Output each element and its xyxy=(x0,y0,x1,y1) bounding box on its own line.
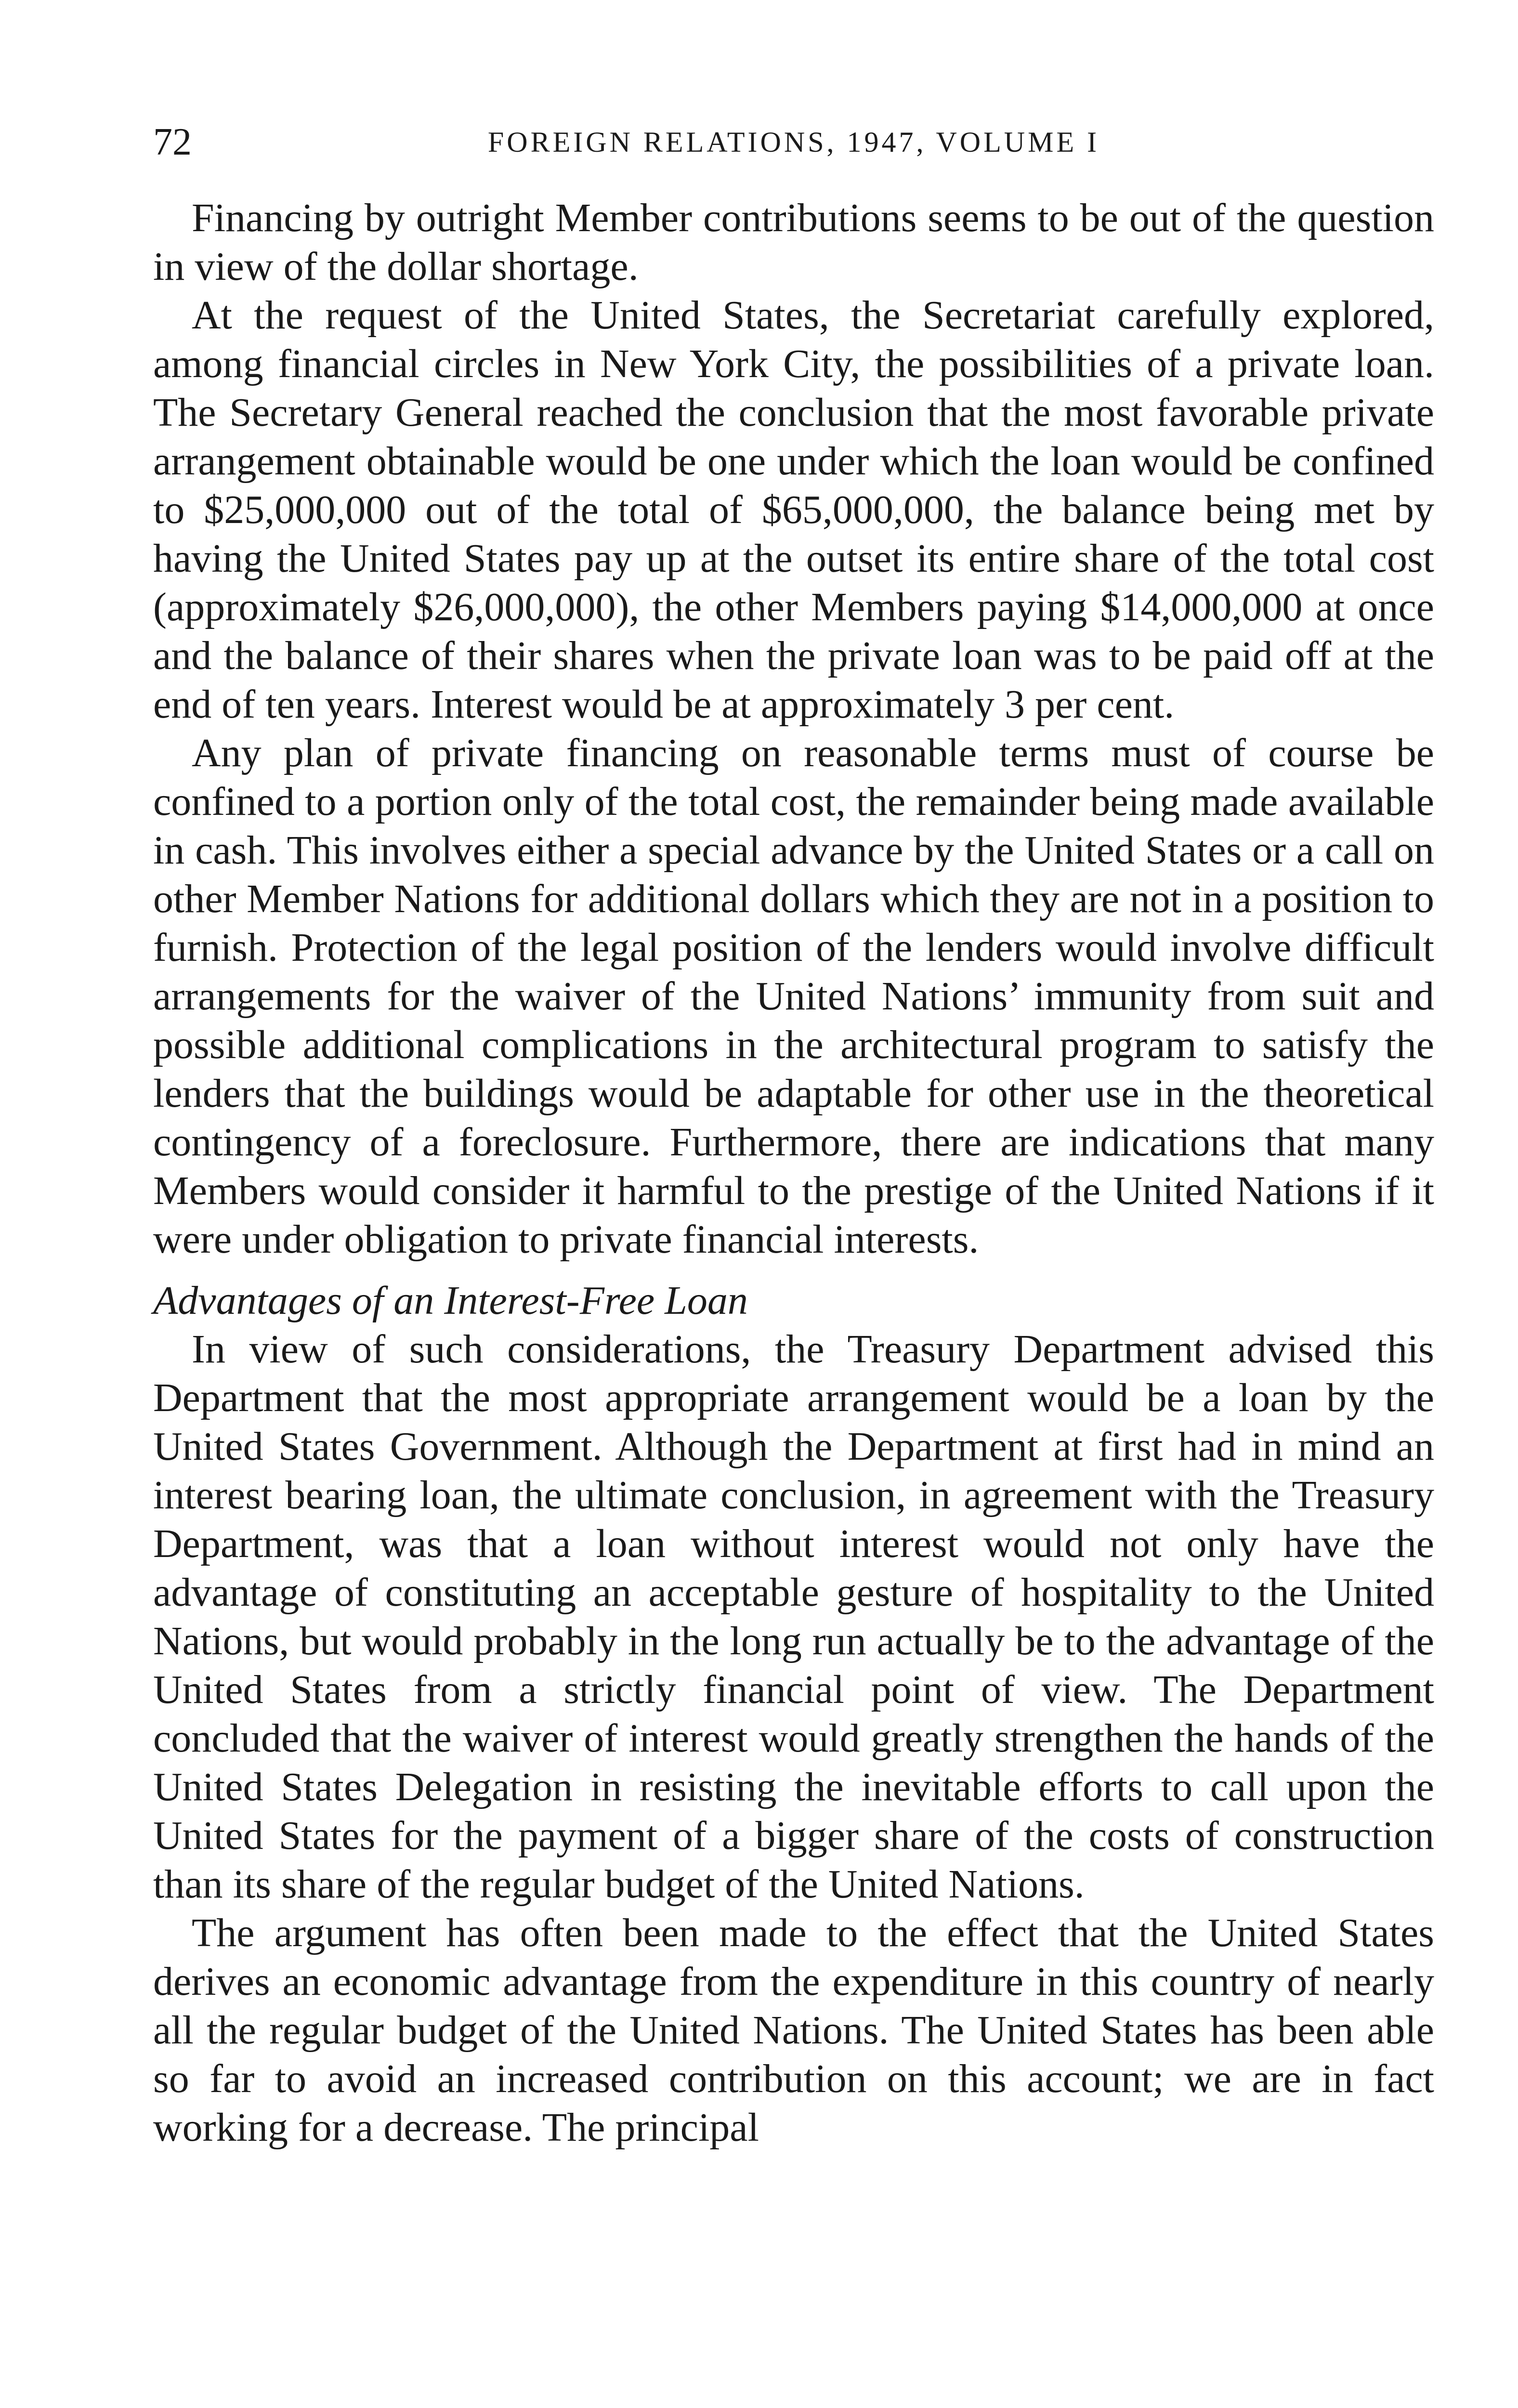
body-text xyxy=(153,194,1434,2152)
section-heading: Advantages of an Interest-Free Loan xyxy=(153,1278,748,1323)
running-title: FOREIGN RELATIONS, 1947, VOLUME I xyxy=(487,126,1100,158)
paragraph-3: Any plan of private financing on reasonable terms must of course be confined to a portion only of the total cost, the remainder being made available in cash. This involves either a special advance by the United States or a call on other Member Nations for additional dollars which they are not in a position to furnish. Protection of the legal position of the lenders would involve difficult arrangements for the waiver of the United Nations’ immunity from suit and possible additional complications in the architectural program to satisfy the lenders that the buildings would be adaptable for other use in the theoretical contingency of a foreclosure. Furthermore, there are indications that many Members would consider it harmful to the prestige of the United Nations if it were under obligation to private financial interests. xyxy=(153,731,1434,1262)
page-header xyxy=(153,116,1434,169)
paragraph-5: The argument has often been made to the effect that the United States derives an economic advantage from the expenditure in this country of nearly all the regular budget of the United Nations. The United States has been able so far to avoid an increased contribution on this account; we are in fact working for a decrease. The principal xyxy=(153,1911,1434,2150)
paragraph-1: Financing by outright Member contributions seems to be out of the question in view of the dollar shortage. xyxy=(153,196,1434,289)
paragraph-2: At the request of the United States, the Secretariat carefully explored, among financial circles in New York City, the possibilities of a private loan. The Secretary General reached the conclusion that the most favorable private arrangement obtainable would be one under which the loan would be confined to $25,000,000 out of the total of $65,000,000, the balance being met by having the United States pay up at the outset its entire share of the total cost (approximately $26,000,000), the other Members paying $14,000,000 at once and the balance of their shares when the private loan was to be paid off at the end of ten years. Interest would be at approximately 3 per cent. xyxy=(153,293,1434,727)
page-number: 72 xyxy=(153,121,192,163)
paragraph-4: In view of such considerations, the Treasury Department advised this Department that the most appropriate arrangement would be a loan by the United States Government. Although the Department at first had in mind an interest bearing loan, the ultimate conclusion, in agreement with the Treasury Department, was that a loan without interest would not only have the advantage of constituting an acceptable gesture of hospitality to the United Nations, but would probably in the long run actually be to the advantage of the United States from a strictly financial point of view. The Department concluded that the waiver of interest would greatly strengthen the hands of the United States Delegation in resisting the inevitable efforts to call upon the United States for the payment of a bigger share of the costs of construction than its share of the regular budget of the United Nations. xyxy=(153,1327,1434,1907)
